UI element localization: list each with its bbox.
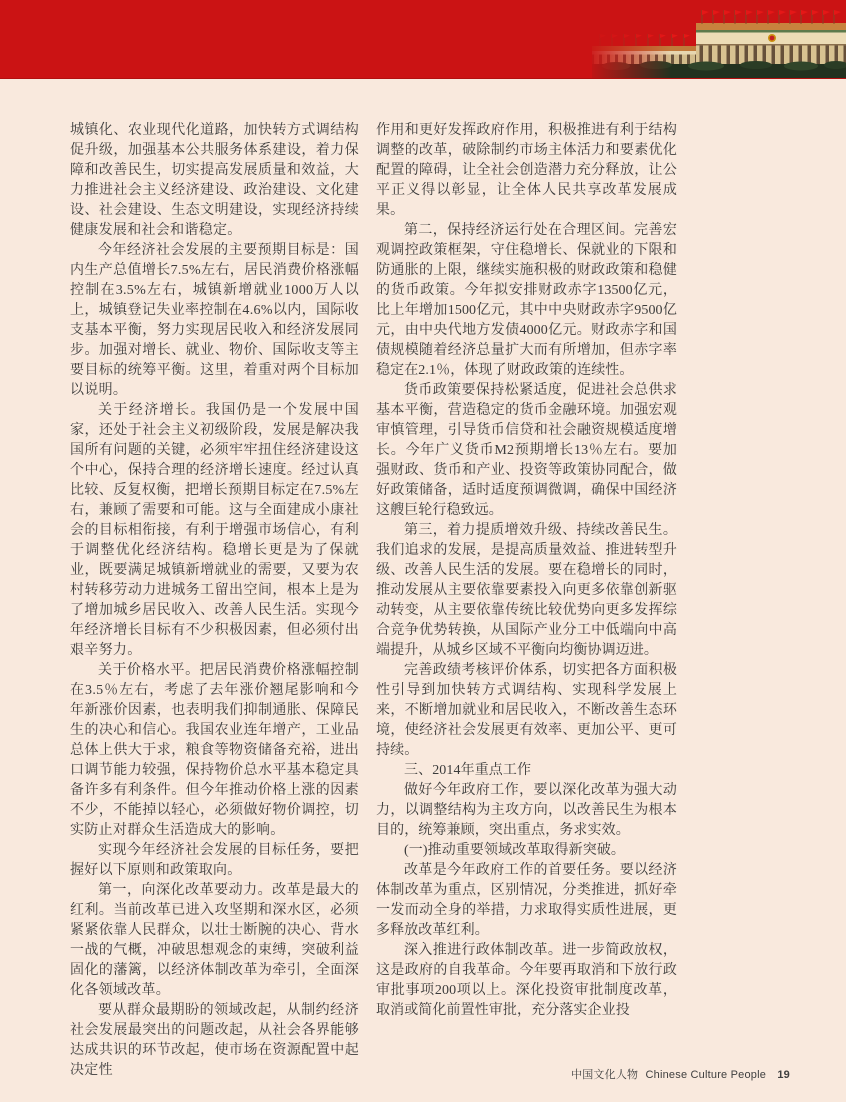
body-paragraph: 深入推进行政体制改革。进一步简政放权，这是政府的自我革命。今年要再取消和下放行政审批事项200项以上。深化投资审批制度改革，取消或简化前置性审批，充分落实企业投 [376,943,677,1018]
body-paragraph: 作用和更好发挥政府作用，积极推进有利于结构调整的改革，破除制约市场主体活力和要素优化配置的障碍，让全社会创造潜力充分释放，让公平正义得以彰显，让全体人民共享改革发展成果。 [376,123,677,218]
footer-journal-name-en: Chinese Culture People [645,1069,767,1081]
body-paragraph: 货币政策要保持松紧适度，促进社会总供求基本平衡，营造稳定的货币金融环境。加强宏观审慎管理，引导货币信贷和社会融资规模适度增长。今年广义货币M2预期增长13％左右。要加强财政、货币和产业、投资等政策协同配合，做好政策储备，适时适度预调微调，确保中国经济这艘巨轮行稳致远。 [376,383,677,518]
page-footer [571,1066,790,1082]
body-paragraph: 第三，着力提质增效升级、持续改善民生。我们追求的发展，是提高质量效益、推进转型升级、改善人民生活的发展。要在稳增长的同时，推动发展从主要依靠要素投入向更多依靠创新驱动转变，从主要依靠传统比较优势向更多发挥综合竞争优势转换，从国际产业分工中低端向中高端提升，从城乡区域不平衡向均衡协调迈进。 [376,523,677,658]
great-hall-of-the-people-image [586,0,846,78]
page-content [70,121,677,1081]
body-paragraph: 实现今年经济社会发展的目标任务，要把握好以下原则和政策取向。 [70,843,359,878]
body-paragraph: 完善政绩考核评价体系，切实把各方面积极性引导到加快转方式调结构、实现科学发展上来，不断增加就业和居民收入，不断改善生态环境，使经济社会发展更有效率、更加公平、更可持续。 [376,663,677,758]
body-paragraph: 改革是今年政府工作的首要任务。要以经济体制改革为重点，区别情况，分类推进，抓好牵一发而动全身的举措，力求取得实质性进展，更多释放改革红利。 [376,863,677,938]
body-paragraph: 第一，向深化改革要动力。改革是最大的红利。当前改革已进入攻坚期和深水区，必须紧紧依靠人民群众，以壮士断腕的决心、背水一战的气概，冲破思想观念的束缚，突破利益固化的藩篱，以经济体制改革为牵引，全面深化各领域改革。 [70,883,359,998]
body-paragraph: 三、2014年重点工作 [404,763,532,778]
footer-page-number: 19 [777,1069,790,1081]
body-paragraph: 做好今年政府工作，要以深化改革为强大动力，以调整结构为主攻方向，以改善民生为根本目的，统筹兼顾，突出重点，务求实效。 [376,783,677,838]
body-paragraph: 城镇化、农业现代化道路，加快转方式调结构促升级，加强基本公共服务体系建设，着力保障和改善民生，切实提高发展质量和效益，大力推进社会主义经济建设、政治建设、文化建设、社会建设、生态文明建设，实现经济持续健康发展和社会和谐稳定。 [70,123,359,238]
header-band [0,0,846,79]
text-column-left [70,121,359,1081]
body-paragraph: 要从群众最期盼的领域改起，从制约经济社会发展最突出的问题改起，从社会各界能够达成共识的环节改起，使市场在资源配置中起决定性 [70,1003,359,1078]
footer-journal-name-cn: 中国文化人物 [571,1069,639,1081]
body-paragraph: 今年经济社会发展的主要预期目标是：国内生产总值增长7.5%左右，居民消费价格涨幅控制在3.5%左右，城镇新增就业1000万人以上，城镇登记失业率控制在4.6%以内，国际收支基本平衡，努力实现居民收入和经济发展同步。加强对增长、就业、物价、国际收支等主要目标的统筹平衡。这里，着重对两个目标加以说明。 [70,243,359,398]
text-column-right [376,121,677,1081]
body-paragraph: 关于经济增长。我国仍是一个发展中国家，还处于社会主义初级阶段，发展是解决我国所有问题的关键，必须牢牢扭住经济建设这个中心，保持合理的经济增长速度。经过认真比较、反复权衡，把增长预期目标定在7.5%左右，兼顾了需要和可能。这与全面建成小康社会的目标相衔接，有利于增强市场信心，有利于调整优化经济结构。稳增长更是为了保就业，既要满足城镇新增就业的需要，又要为农村转移劳动力进城务工留出空间，根本上是为了增加城乡居民收入、改善人民生活。实现今年经济增长目标有不少积极因素，但必须付出艰辛努力。 [70,403,359,658]
body-paragraph: (一)推动重要领域改革取得新突破。 [404,843,626,858]
body-paragraph: 第二，保持经济运行处在合理区间。完善宏观调控政策框架，守住稳增长、保就业的下限和防通胀的上限，继续实施积极的财政政策和稳健的货币政策。今年拟安排财政赤字13500亿元，比上年增加1500亿元，其中中央财政赤字9500亿元，由中央代地方发债4000亿元。财政赤字和国债规模随着经济总量扩大而有所增加，但赤字率稳定在2.1％，体现了财政政策的连续性。 [376,223,677,378]
body-paragraph: 关于价格水平。把居民消费价格涨幅控制在3.5％左右，考虑了去年涨价翘尾影响和今年新涨价因素，也表明我们抑制通胀、保障民生的决心和信心。我国农业连年增产，工业品总体上供大于求，粮食等物资储备充裕，进出口调节能力较强，保持物价总水平基本稳定具备许多有利条件。但今年推动价格上涨的因素不少，不能掉以轻心，必须做好物价调控，切实防止对群众生活造成大的影响。 [70,663,359,838]
